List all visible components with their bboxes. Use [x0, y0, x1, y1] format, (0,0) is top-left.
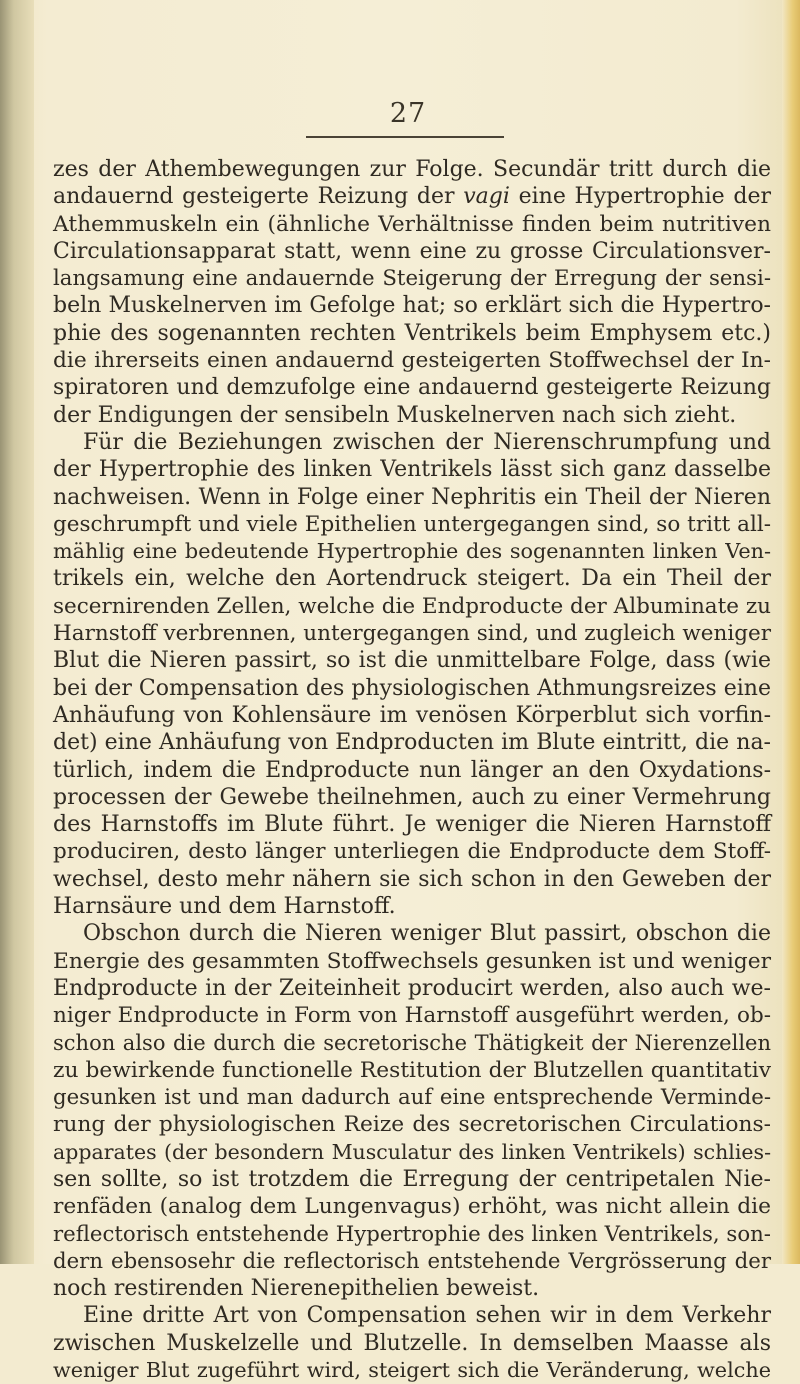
text-line [53, 920, 771, 947]
text-line [53, 593, 771, 620]
text-line-content: mählig eine bedeutende Hypertrophie des sogenannten linken Ven- [53, 539, 771, 564]
text-line-italic: vagi [463, 184, 510, 210]
text-line-content: secernirenden Zellen, welche die Endproducte der Albuminate zu [53, 593, 771, 619]
text-line [53, 647, 771, 674]
text-line [53, 729, 771, 756]
text-line-content: zu bewirkende functionelle Restitution der Blutzellen quantitativ [53, 1057, 771, 1083]
text-line-content: der Hypertrophie des linken Ventrikels lässt sich ganz dasselbe [53, 457, 771, 483]
text-line [53, 811, 771, 838]
text-line [53, 620, 771, 647]
text-line [53, 1330, 771, 1357]
text-line [53, 320, 771, 347]
text-line-content: det) eine Anhäufung von Endproducten im Blute eintritt, die na- [53, 730, 771, 756]
text-line-content: Anhäufung von Kohlensäure im venösen Körperblut sich vorfin- [53, 702, 771, 728]
body-text [53, 156, 771, 1384]
page-right-edge [782, 0, 800, 1264]
text-line-content: produciren, desto länger unterliegen die Endproducte dem Stoff- [53, 839, 771, 865]
text-line [53, 1357, 771, 1384]
text-line-content: Circulationsapparat statt, wenn eine zu grosse Circulationsver- [53, 238, 771, 264]
text-line [53, 893, 771, 920]
text-line-content: Für die Beziehungen zwischen der Nierenschrumpfung und [83, 429, 771, 455]
text-line [53, 156, 771, 183]
text-line-content: langsamung eine andauernde Steigerung der Erregung der sensi- [53, 266, 771, 292]
text-line-content: des Harnstoffs im Blute führt. Je weniger die Nieren Harnstoff [53, 812, 771, 838]
text-line-content: Athemmuskeln ein (ähnliche Verhältnisse finden beim nutritiven [53, 211, 771, 237]
text-line [53, 238, 771, 265]
text-line-content: processen der Gewebe theilnehmen, auch zu einer Vermehrung [53, 784, 771, 810]
text-line-content: reflectorisch entstehende Hypertrophie des linken Ventrikels, son- [53, 1221, 771, 1247]
text-line-content: apparates (der besondern Musculatur des linken Ventrikels) schlies- [53, 1139, 771, 1164]
text-line [53, 1275, 771, 1302]
text-line-content: andauernd gesteigerte Reizung der [53, 184, 464, 210]
page-number: 27 [389, 98, 427, 129]
text-line-content: Blut die Nieren passirt, so ist die unmittelbare Folge, dass (wie [53, 648, 771, 674]
text-line-content: bei der Compensation des physiologischen Athmungsreizes eine [53, 675, 771, 701]
text-line-content: phie des sogenannten rechten Ventrikels beim Emphysem etc.) [53, 320, 771, 346]
text-line [53, 675, 771, 702]
text-line-content: Energie des gesammten Stoffwechsels gesunken ist und weniger [53, 948, 771, 974]
text-line [53, 1139, 771, 1166]
text-line-content: nachweisen. Wenn in Folge einer Nephritis ein Theil der Nieren [53, 484, 771, 510]
text-line-content: spiratoren und demzufolge eine andauernd gesteigerte Reizung [53, 375, 771, 401]
page-gutter-edge [0, 0, 34, 1264]
text-line-content: niger Endproducte in Form von Harnstoff ausgeführt werden, ob- [53, 1003, 771, 1029]
page-number-rule [306, 136, 504, 138]
text-line [53, 211, 771, 238]
text-line-content: noch restirenden Nierenepithelien beweist. [53, 1276, 540, 1302]
text-line-content: rung der physiologischen Reize des secretorischen Circulations- [53, 1112, 771, 1138]
text-line-content: wechsel, desto mehr nähern sie sich schon in den Geweben der [53, 866, 771, 892]
text-line-content: renfäden (analog dem Lungenvagus) erhöht, was nicht allein die [53, 1194, 771, 1220]
text-line [53, 511, 771, 538]
text-line-content: Obschon durch die Nieren weniger Blut passirt, obschon die [83, 921, 771, 947]
text-line [53, 1111, 771, 1138]
text-line-content: beln Muskelnerven im Gefolge hat; so erklärt sich die Hypertro- [53, 293, 771, 319]
text-line-content: die ihrerseits einen andauernd gesteigerten Stoffwechsel der In- [53, 348, 771, 374]
text-line [53, 757, 771, 784]
text-line-content: türlich, indem die Endproducte nun länger an den Oxydations- [53, 757, 771, 783]
text-line [53, 456, 771, 483]
text-line [53, 347, 771, 374]
text-line-content: zwischen Muskelzelle und Blutzelle. In demselben Maasse als [53, 1330, 771, 1356]
text-line-content: trikels ein, welche den Aortendruck steigert. Da ein Theil der [53, 566, 771, 592]
text-line [53, 265, 771, 292]
text-line-continuation: eine Hypertrophie der [509, 184, 771, 210]
text-line [53, 565, 771, 592]
text-line [53, 702, 771, 729]
text-line [53, 374, 771, 401]
text-line [53, 1248, 771, 1275]
text-line [53, 292, 771, 319]
text-line-content: der Endigungen der sensibeln Muskelnerven nach sich zieht. [53, 402, 737, 428]
text-line [53, 538, 771, 565]
text-line [53, 1002, 771, 1029]
text-line [53, 1221, 771, 1248]
text-line-content: sen sollte, so ist trotzdem die Erregung der centripetalen Nie- [53, 1166, 771, 1192]
text-line [53, 1084, 771, 1111]
text-line [53, 1057, 771, 1084]
text-line-content: dern ebensosehr die reflectorisch entstehende Vergrösserung der [53, 1248, 771, 1274]
text-line-content: Harnsäure und dem Harnstoff. [53, 894, 396, 920]
text-line [53, 784, 771, 811]
text-line [53, 402, 771, 429]
text-line [53, 866, 771, 893]
text-line [53, 429, 771, 456]
text-line-content: weniger Blut zugeführt wird, steigert sich die Veränderung, welche [53, 1358, 771, 1383]
text-line-content: geschrumpft und viele Epithelien untergegangen sind, so tritt all- [53, 511, 771, 537]
text-line [53, 1193, 771, 1220]
text-line [53, 183, 771, 210]
text-line-content: Harnstoff verbrennen, untergegangen sind, und zugleich weniger [53, 621, 771, 647]
text-line [53, 838, 771, 865]
text-line [53, 975, 771, 1002]
text-line-content: schon also die durch die secretorische Thätigkeit der Nierenzellen [53, 1030, 771, 1055]
text-line-content: zes der Athembewegungen zur Folge. Secundär tritt durch die [53, 157, 771, 182]
text-line [53, 1030, 771, 1057]
text-line [53, 1302, 771, 1329]
text-line-content: Eine dritte Art von Compensation sehen wir in dem Verkehr [83, 1303, 771, 1329]
text-line [53, 948, 771, 975]
text-line-content: Endproducte in der Zeiteinheit producirt werden, also auch we- [53, 975, 771, 1001]
text-line-content: gesunken ist und man dadurch auf eine entsprechende Verminde- [53, 1085, 771, 1111]
text-line [53, 484, 771, 511]
text-line [53, 1166, 771, 1193]
